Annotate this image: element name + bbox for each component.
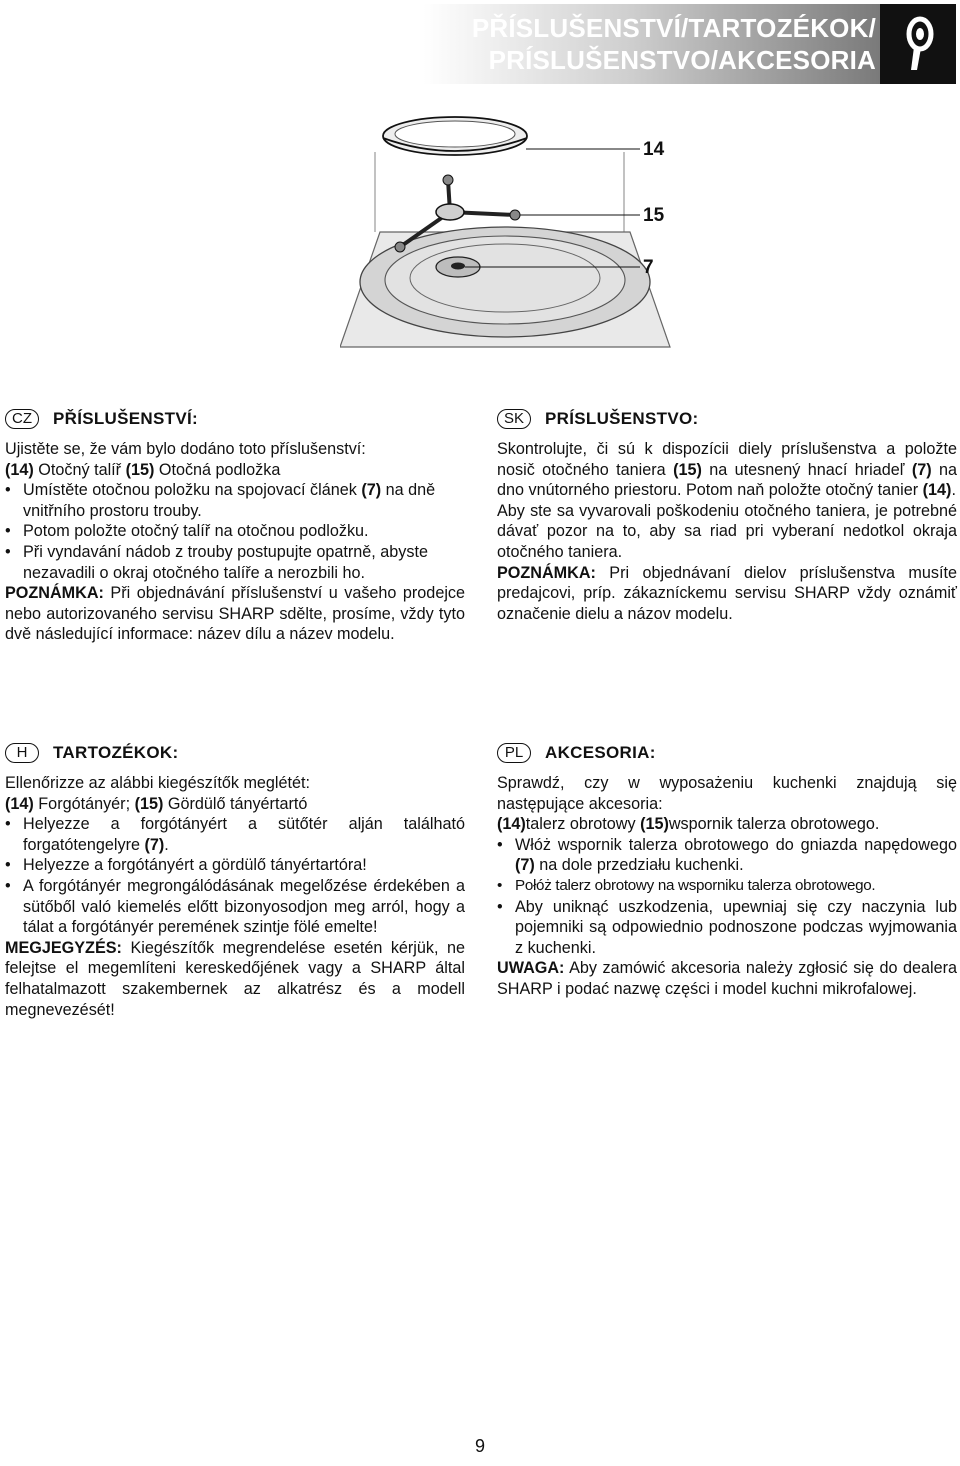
bullet-item: • Aby uniknąć uszkodzenia, upewniaj się czy naczynia lub pojemniki są odpowiednio podnoszone podczas wyjmowania z kuchenki. xyxy=(497,897,957,959)
bullet-item: • A forgótányér megrongálódásának megelőzése érdekében a sütőből való kiemelés előtt bizonyosodjon meg arról, hogy a tálat a forgótányér peremének szintje fölé emelte! xyxy=(5,876,465,938)
bullet-item: • Połóż talerz obrotowy na wsporniku talerza obrotowego. xyxy=(497,876,957,897)
page-title-line-2: PRÍSLUŠENSTVO/AKCESORIA xyxy=(488,45,876,75)
page-number: 9 xyxy=(474,1436,485,1456)
callout-7: 7 xyxy=(643,257,654,278)
intro-text: Sprawdź, czy w wyposażeniu kuchenki znajdują się następujące akcesoria: xyxy=(497,774,957,813)
section-pl xyxy=(497,740,957,1000)
note-text: POZNÁMKA: Pri objednávaní dielov príslušenstva musíte predajcovi, príp. zákazníckemu servisu SHARP vždy oznámiť označenie dielu a názov modelu. xyxy=(497,563,957,623)
intro-text: Ellenőrizze az alábbi kiegészítők meglétét: xyxy=(5,774,311,792)
section-title: TARTOZÉKOK: xyxy=(53,742,179,762)
info-icon xyxy=(880,4,956,84)
turntable-illustration xyxy=(340,112,680,362)
language-badge: H xyxy=(5,743,39,763)
bullet-item: • Helyezze a forgótányért a sütőtér alján található forgatótengelyre (7). xyxy=(5,814,465,855)
note-text: POZNÁMKA: Při objednávání příslušenství u vašeho prodejce nebo autorizovaného servisu SHARP sdělte, prosíme, vždy tyto dvě následující informace: název dílu a název modelu. xyxy=(5,584,466,644)
callout-15: 15 xyxy=(643,205,665,226)
section-h xyxy=(5,740,465,1020)
page-title xyxy=(472,12,876,76)
paragraph: Skontrolujte, či sú k dispozícii diely príslušenstva a položte nosič otočného taniera (15) na utesnený hnací hriadeľ (7) na dno vnútorného priestoru. Potom naň položte otočný tanier (14). xyxy=(497,440,958,500)
bullet-item: • Umístěte otočnou položku na spojovací článek (7) na dně vnitřního prostoru trouby. xyxy=(5,480,465,521)
section-title: PRÍSLUŠENSTVO: xyxy=(545,408,699,428)
section-title: PŘÍSLUŠENSTVÍ: xyxy=(53,408,198,428)
callout-14: 14 xyxy=(643,139,665,160)
page-header xyxy=(423,4,956,84)
section-header xyxy=(497,740,957,766)
section-header xyxy=(5,740,465,766)
language-badge: PL xyxy=(497,743,531,763)
parts-list: (14) Otočný talíř (15) Otočná podložka xyxy=(5,460,281,479)
page-title-line-1: PŘÍSLUŠENSTVÍ/TARTOZÉKOK/ xyxy=(471,13,876,43)
intro-text: Ujistěte se, že vám bylo dodáno toto příslušenství: xyxy=(5,440,366,458)
bullet-item: • Helyezze a forgótányért a gördülő tányértartóra! xyxy=(5,855,465,876)
section-header xyxy=(497,406,957,432)
section-sk xyxy=(497,406,957,624)
language-badge: CZ xyxy=(5,409,39,429)
section-cz xyxy=(5,406,465,645)
language-badge: SK xyxy=(497,409,531,429)
bullet-item: • Potom položte otočný talíř na otočnou podložku. xyxy=(5,521,465,542)
note-text: UWAGA: Aby zamówić akcesoria należy zgłosić się do dealera SHARP i podać nazwę części i model kuchni mikrofalowej. xyxy=(497,959,957,998)
parts-list: (14)talerz obrotowy (15)wspornik talerza obrotowego. xyxy=(497,815,880,834)
bullet-item: • Při vyndavání nádob z trouby postupujte opatrně, abyste nezavadili o okraj otočného talíře a nerozbili ho. xyxy=(5,542,465,583)
note-text: MEGJEGYZÉS: Kiegészítők megrendelése esetén kérjük, ne felejtse el megemlíteni kereskedőjének vagy a SHARP által felhatalmazott szakembernek az alkatrész és a modell megnevezését! xyxy=(5,938,466,1019)
bullet-item: • Włóż wspornik talerza obrotowego do gniazda napędowego (7) na dole przedziału kuchenki. xyxy=(497,835,957,876)
parts-list: (14) Forgótányér; (15) Gördülő tányértartó xyxy=(5,794,308,813)
paragraph: Aby ste sa vyvarovali poškodeniu otočného taniera, je potrebné dávať pozor na to, aby sa riad pri vyberaní nedotkol okraja otočného taniera. xyxy=(497,501,957,561)
section-title: AKCESORIA: xyxy=(545,742,656,762)
section-header xyxy=(5,406,465,432)
